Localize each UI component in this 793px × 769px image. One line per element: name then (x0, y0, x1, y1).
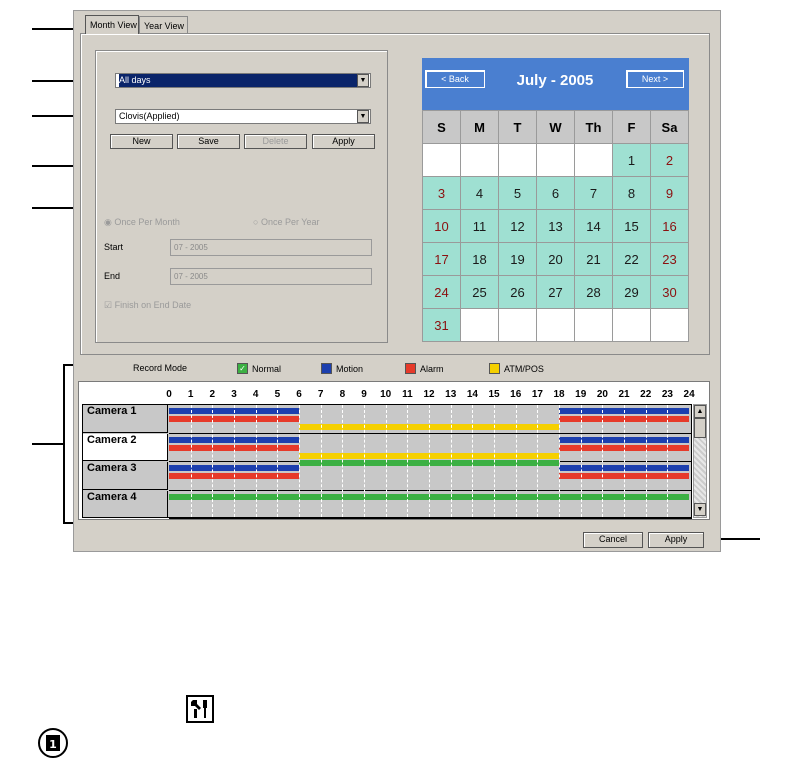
calendar-day[interactable]: 12 (499, 210, 537, 243)
hour-label: 8 (339, 389, 346, 400)
calendar-back-button[interactable]: < Back (425, 70, 485, 88)
calendar-day[interactable]: 20 (537, 243, 575, 276)
hour-label: 0 (166, 389, 172, 400)
calendar-day[interactable]: 13 (537, 210, 575, 243)
calendar-day[interactable]: 30 (651, 276, 689, 309)
camera-label[interactable]: Camera 1 (83, 405, 168, 433)
hour-label: 17 (531, 389, 543, 400)
hour-gridline (342, 405, 343, 517)
calendar-empty-cell (499, 309, 537, 342)
calendar-title: July - 2005 (516, 72, 594, 89)
hour-label: 10 (380, 389, 392, 400)
apply-schedule-button[interactable]: Apply (312, 134, 375, 149)
hour-gridline (429, 405, 430, 517)
hour-gridline (624, 405, 625, 517)
cancel-button[interactable]: Cancel (583, 532, 643, 548)
calendar-empty-cell (651, 309, 689, 342)
day-filter-select[interactable] (115, 73, 371, 88)
new-button[interactable]: New (110, 134, 173, 149)
once-per-month-label: Once Per Month (114, 217, 180, 227)
hour-gridline (537, 405, 538, 517)
atm-pos-legend-icon (489, 363, 500, 374)
hour-label: 21 (618, 389, 630, 400)
record-mode-label: Record Mode (133, 363, 188, 373)
hour-gridline (407, 405, 408, 517)
hour-gridline (256, 405, 257, 517)
camera-label[interactable]: Camera 4 (83, 491, 168, 519)
weekday-header: Sa (651, 111, 689, 144)
calendar-day[interactable]: 7 (575, 177, 613, 210)
hour-gridline (234, 405, 235, 517)
hour-label: 5 (274, 389, 281, 400)
hour-gridline (321, 405, 322, 517)
calendar-empty-cell (613, 309, 651, 342)
calendar-day[interactable]: 15 (613, 210, 651, 243)
scroll-thumb[interactable] (694, 418, 706, 438)
calendar-day[interactable]: 23 (651, 243, 689, 276)
hour-label: 23 (661, 389, 673, 400)
svg-text:1: 1 (49, 738, 57, 751)
calendar-day[interactable]: 21 (575, 243, 613, 276)
hour-label: 6 (296, 389, 302, 400)
chevron-down-icon[interactable]: ▼ (357, 110, 369, 123)
calendar-day[interactable]: 24 (423, 276, 461, 309)
hour-gridline (559, 405, 560, 517)
calendar-day[interactable]: 1 (613, 144, 651, 177)
weekday-header: M (461, 111, 499, 144)
delete-button[interactable]: Delete (244, 134, 307, 149)
hour-gridline (494, 405, 495, 517)
schedule-name-select[interactable] (115, 109, 371, 124)
hour-label: 4 (252, 389, 259, 400)
calendar-day[interactable]: 25 (461, 276, 499, 309)
hour-gridline (451, 405, 452, 517)
hour-gridline (667, 405, 668, 517)
alarm-legend-icon (405, 363, 416, 374)
calendar-empty-cell (537, 144, 575, 177)
hour-gridline (602, 405, 603, 517)
scroll-down-icon[interactable]: ▼ (694, 503, 706, 516)
calendar-day[interactable]: 16 (651, 210, 689, 243)
hour-label: 3 (231, 389, 237, 400)
hour-label: 15 (488, 389, 500, 400)
calendar-day[interactable]: 28 (575, 276, 613, 309)
legend-motion-label: Motion (336, 364, 364, 374)
hour-gridline (277, 405, 278, 517)
start-label: Start (104, 242, 124, 252)
hour-label: 16 (510, 389, 522, 400)
calendar-day[interactable]: 5 (499, 177, 537, 210)
weekday-header: Th (575, 111, 613, 144)
calendar-day[interactable]: 6 (537, 177, 575, 210)
calendar-day[interactable]: 2 (651, 144, 689, 177)
normal-legend-icon: ✓ (237, 363, 248, 374)
hour-label: 19 (575, 389, 587, 400)
calendar-day[interactable]: 10 (423, 210, 461, 243)
camera-label[interactable]: Camera 3 (83, 462, 168, 490)
hour-label: 13 (445, 389, 457, 400)
calendar-empty-cell (461, 144, 499, 177)
hour-label: 2 (209, 389, 216, 400)
hour-gridline (581, 405, 582, 517)
hour-gridline (646, 405, 647, 517)
calendar-empty-cell (499, 144, 537, 177)
chevron-down-icon[interactable]: ▼ (357, 74, 369, 87)
hour-gridline (386, 405, 387, 517)
start-date-field[interactable]: 07 - 2005 (170, 239, 372, 256)
calendar-day[interactable]: 22 (613, 243, 651, 276)
camera-label[interactable]: Camera 2 (83, 434, 168, 462)
calendar-grid (422, 110, 689, 342)
weekday-header: W (537, 111, 575, 144)
once-per-year-radio[interactable]: ○ Once Per Year (253, 217, 320, 227)
hour-gridline (212, 405, 213, 517)
hour-gridline (516, 405, 517, 517)
schedule-name-value: Clovis(Applied) (119, 111, 180, 121)
hour-label: 22 (640, 389, 652, 400)
hour-gridline (472, 405, 473, 517)
calendar-empty-cell (423, 144, 461, 177)
calendar-day[interactable]: 27 (537, 276, 575, 309)
calendar-day[interactable]: 9 (651, 177, 689, 210)
apply-button[interactable]: Apply (648, 532, 704, 548)
hour-label: 1 (187, 389, 194, 400)
hour-label: 14 (466, 389, 478, 400)
calendar-day[interactable]: 11 (461, 210, 499, 243)
hour-label: 11 (402, 389, 413, 400)
legend-alarm-label: Alarm (420, 364, 444, 374)
calendar-next-button[interactable]: Next > (626, 70, 684, 88)
hour-label: 24 (683, 389, 695, 400)
calendar-empty-cell (575, 309, 613, 342)
finish-on-end-date-label: Finish on End Date (114, 300, 192, 310)
hour-label: 20 (596, 389, 608, 400)
calendar-day[interactable]: 19 (499, 243, 537, 276)
calendar-day[interactable]: 31 (423, 309, 461, 342)
finish-on-end-date-checkbox[interactable]: ☑ Finish on End Date (104, 300, 192, 310)
calendar-empty-cell (461, 309, 499, 342)
motion-legend-icon (321, 363, 332, 374)
calendar-day[interactable]: 8 (613, 177, 651, 210)
save-button[interactable]: Save (177, 134, 240, 149)
tools-icon (186, 695, 214, 723)
callout-bracket-timeline (63, 364, 65, 524)
hour-gridline (191, 405, 192, 517)
row-divider (169, 518, 692, 519)
calendar-day[interactable]: 4 (461, 177, 499, 210)
end-label: End (104, 271, 121, 281)
weekday-header: T (499, 111, 537, 144)
day-filter-value: All days (119, 74, 357, 87)
hour-label: 18 (553, 389, 565, 400)
legend-normal-label: Normal (252, 364, 282, 374)
scroll-up-icon[interactable]: ▲ (694, 405, 706, 418)
calendar-day[interactable]: 17 (423, 243, 461, 276)
tab-month-view[interactable]: Month View (85, 15, 139, 34)
once-per-year-label: Once Per Year (260, 217, 320, 227)
hour-label: 9 (361, 389, 367, 400)
calendar-day[interactable]: 3 (423, 177, 461, 210)
calendar-empty-cell (537, 309, 575, 342)
calendar-day[interactable]: 29 (613, 276, 651, 309)
tab-year-view[interactable]: Year View (139, 16, 188, 35)
weekday-header: S (423, 111, 461, 144)
once-per-month-radio[interactable]: ◉ Once Per Month (104, 217, 180, 227)
hour-label: 7 (317, 389, 324, 400)
hour-gridline (299, 405, 300, 517)
hour-label: 12 (423, 389, 435, 400)
hour-gridline (364, 405, 365, 517)
row-divider (169, 433, 692, 434)
calendar-day-icon (38, 728, 68, 758)
legend-atm-pos-label: ATM/POS (504, 364, 544, 374)
callout-line-timeline (32, 443, 65, 445)
calendar-day[interactable]: 14 (575, 210, 613, 243)
weekday-header: F (613, 111, 651, 144)
row-divider (169, 490, 692, 491)
end-date-field[interactable]: 07 - 2005 (170, 268, 372, 285)
calendar-empty-cell (575, 144, 613, 177)
calendar-day[interactable]: 18 (461, 243, 499, 276)
calendar-day[interactable]: 26 (499, 276, 537, 309)
